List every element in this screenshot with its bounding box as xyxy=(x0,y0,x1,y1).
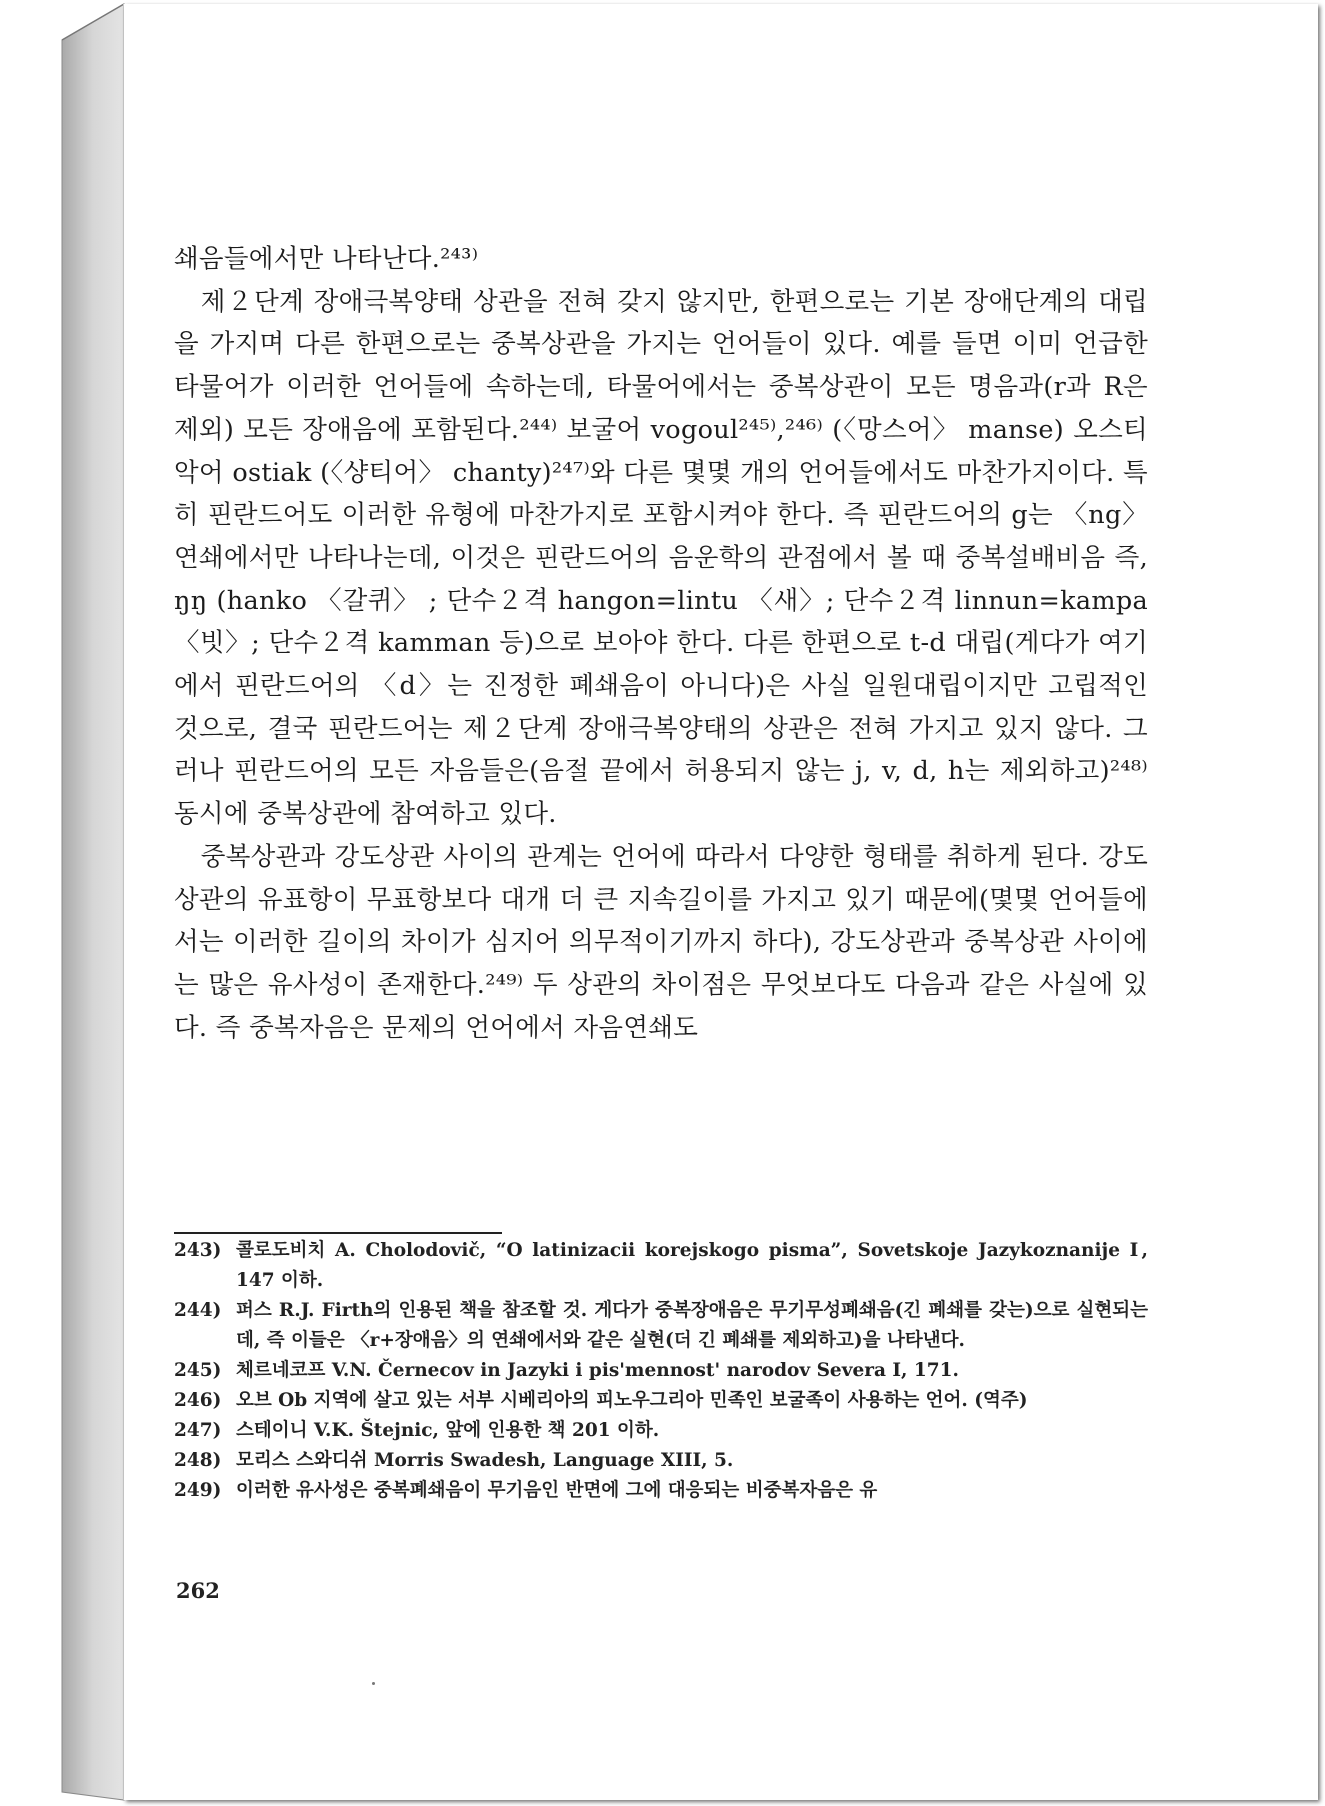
footnote-243 xyxy=(174,1236,1148,1296)
footnote-number: 248) xyxy=(174,1450,222,1471)
footnote-text: 오브 Ob 지역에 살고 있는 서부 시베리아의 피노우그리아 민족인 보굴족이 사용하는 언어. (역주) xyxy=(236,1390,1028,1411)
footnote-text: 스테이니 V.K. Štejnic, 앞에 인용한 책 201 이하. xyxy=(236,1420,660,1441)
footnote-number: 243) xyxy=(174,1240,222,1261)
footnote-number: 249) xyxy=(174,1480,222,1501)
footnote-245 xyxy=(174,1356,1148,1386)
scan-speck xyxy=(372,1682,375,1685)
footnote-number: 246) xyxy=(174,1390,222,1411)
body-text xyxy=(174,238,1148,1049)
footnote-text: 이러한 유사성은 중복폐쇄음이 무기음인 반면에 그에 대응되는 비중복자음은 유 xyxy=(236,1480,878,1501)
page-number: 262 xyxy=(176,1578,220,1603)
footnote-divider xyxy=(174,1232,502,1234)
footnote-text: 콜로도비치 A. Cholodovič, “O latinizacii korejskogo pisma”, Sovetskoje Jazykoznanije Ⅰ, 147 이하. xyxy=(236,1240,1148,1291)
footnote-248 xyxy=(174,1446,1148,1476)
footnotes xyxy=(174,1236,1148,1506)
footnote-249 xyxy=(174,1476,1148,1506)
footnote-text: 체르네코프 V.N. Černecov in Jazyki i pis'mennost' narodov Severa Ⅰ, 171. xyxy=(236,1360,959,1381)
footnote-text: 퍼스 R.J. Firth의 인용된 책을 참조할 것. 게다가 중복장애음은 무기무성폐쇄음(긴 폐쇄를 갖는)으로 실현되는데, 즉 이들은 〈r+장애음〉의 연쇄에서와 같은 실현(더 긴 폐쇄를 제외하고)을 나타낸다. xyxy=(236,1300,1148,1351)
footnote-text: 모리스 스와디쉬 Morris Swadesh, Language XIII, 5. xyxy=(236,1450,734,1471)
footnote-247 xyxy=(174,1416,1148,1446)
book-spine xyxy=(0,0,140,1806)
footnote-number: 245) xyxy=(174,1360,222,1381)
footnote-number: 244) xyxy=(174,1300,222,1321)
paragraph-1: 쇄음들에서만 나타난다.²⁴³⁾ xyxy=(174,244,479,274)
footnote-244 xyxy=(174,1296,1148,1356)
footnote-246 xyxy=(174,1386,1148,1416)
paragraph-2: 제２단계 장애극복양태 상관을 전혀 갖지 않지만, 한편으로는 기본 장애단계의 대립을 가지며 다른 한편으로는 중복상관을 가지는 언어들이 있다. 예를 들면 이미 언급한 타물어가 이러한 언어들에 속하는데, 타물어에서는 중복상관이 모든 명음과(r과 R은 제외) 모든 장애음에 포함된다.²⁴⁴⁾ 보굴어 vogoul²⁴⁵⁾,²⁴⁶⁾ (〈망스어〉 manse) 오스티악어 ostiak (〈샹티어〉 chanty)²⁴⁷⁾와 다른 몇몇 개의 언어들에서도 마찬가지이다. 특히 핀란드어도 이러한 유형에 마찬가지로 포함시켜야 한다. 즉 핀란드어의 g는 〈ng〉 연쇄에서만 나타나는데, 이것은 핀란드어의 음운학의 관점에서 볼 때 중복설배비음 즉, ŋŋ (hanko 〈갈퀴〉 ; 단수２격 hangon=lintu 〈새〉; 단수２격 linnun=kampa 〈빗〉; 단수２격 kamman 등)으로 보아야 한다. 다른 한편으로 t-d 대립(게다가 여기에서 핀란드어의 〈d〉는 진정한 폐쇄음이 아니다)은 사실 일원대립이지만 고립적인 것으로, 결국 핀란드어는 제２단계 장애극복양태의 상관은 전혀 가지고 있지 않다. 그러나 핀란드어의 모든 자음들은(음절 끝에서 허용되지 않는 j, v, d, h는 제외하고)²⁴⁸⁾ 동시에 중복상관에 참여하고 있다. xyxy=(174,286,1148,830)
paragraph-3: 중복상관과 강도상관 사이의 관계는 언어에 따라서 다양한 형태를 취하게 된다. 강도상관의 유표항이 무표항보다 대개 더 큰 지속길이를 가지고 있기 때문에(몇몇 언어들에서는 이러한 길이의 차이가 심지어 의무적이기까지 하다), 강도상관과 중복상관 사이에는 많은 유사성이 존재한다.²⁴⁹⁾ 두 상관의 차이점은 무엇보다도 다음과 같은 사실에 있다. 즉 중복자음은 문제의 언어에서 자음연쇄도 xyxy=(174,841,1148,1043)
spine-face xyxy=(62,4,124,1800)
footnote-number: 247) xyxy=(174,1420,222,1441)
